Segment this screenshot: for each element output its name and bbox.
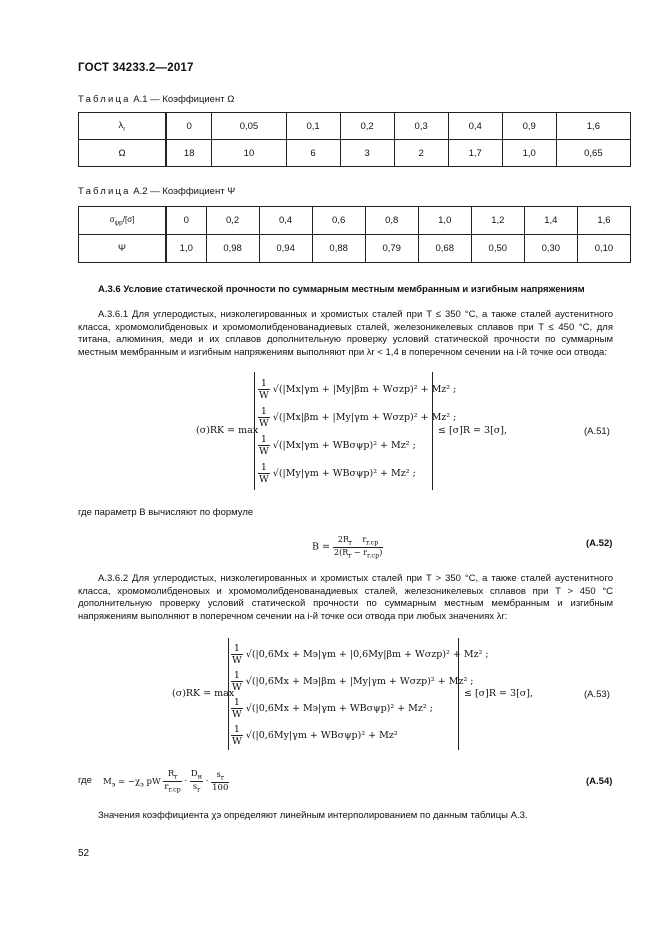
table-cell: 3 — [340, 140, 394, 167]
table-a2 — [78, 206, 631, 263]
eq1-rhs: ≤ [σ]R = 3[σ], — [438, 425, 507, 436]
table-cell: 1,0 — [502, 140, 556, 167]
eq3-term — [231, 643, 489, 666]
table-cell: 0,3 — [394, 113, 448, 140]
table-cell: 6 — [286, 140, 340, 167]
fraction-1-over-w: $\frac{1}{W}$ — [259, 406, 269, 429]
eq3-term-text: √(|0,6Mx + Mэ|γm + |0,6My|βm + Wσzp)² + Mz² ; — [245, 649, 489, 660]
eq2: B = $\frac{2R_r r_{r.cp}}{2(R_r - r_{r.cp})}$ — [312, 535, 383, 560]
eq3-brace-right — [458, 638, 459, 750]
eq1-term-text: √(|Mx|βm + |My|γm + Wσzp)² + Mz² ; — [272, 412, 457, 423]
table-a1-caption-prefix: Таблица — [78, 94, 131, 105]
table-cell: 18 — [166, 140, 212, 167]
table-cell: 0,50 — [471, 235, 524, 263]
table-cell: 1,2 — [471, 207, 524, 235]
eq2-number: (А.52) — [586, 538, 613, 549]
fraction-1-over-w: $\frac{1}{W}$ — [259, 462, 269, 485]
eq3-rhs: ≤ [σ]R = 3[σ], — [464, 688, 533, 699]
eq1-term — [258, 406, 456, 429]
eq4-fraction-r: $\frac{R_r}{r_{r.cp}}$ — [164, 769, 181, 794]
eq4-fraction-d: $\frac{D_н}{s_r}$ — [190, 769, 203, 794]
table-a1-row-label: Ω — [79, 140, 167, 167]
table-cell: 1,6 — [577, 207, 630, 235]
document-header: ГОСТ 34233.2—2017 — [78, 62, 194, 74]
table-cell: 0,30 — [524, 235, 577, 263]
table-a1 — [78, 112, 631, 167]
eq1-term-text: √(|Mx|γm + |My|βm + Wσzp)² + Mz² ; — [272, 384, 457, 395]
table-a2-caption-prefix: Таблица — [78, 186, 131, 197]
eq3-term — [231, 724, 398, 747]
eq4-number: (А.54) — [586, 776, 613, 787]
table-cell: 1,0 — [166, 235, 206, 263]
fraction-1-over-w: $\frac{1}{W}$ — [232, 724, 242, 747]
table-cell: 0 — [166, 113, 212, 140]
eq3-term-text: √(|0,6Mx + Mэ|γm + WBσψp)² + Mz² ; — [245, 703, 433, 714]
section-title: А.3.6 Условие статической прочности по суммарным местным мембранным и изгибным напряжениям — [98, 284, 585, 295]
table-cell: 1,0 — [418, 207, 471, 235]
table-cell: 0,68 — [418, 235, 471, 263]
table-cell: 0,8 — [365, 207, 418, 235]
eq3-term-text: √(|0,6My|γm + WBσψp)² + Mz² — [245, 730, 398, 741]
eq3-brace-left — [228, 638, 229, 750]
table-cell: 0,9 — [502, 113, 556, 140]
table-a2-caption-text: А.2 — Коэффициент Ψ — [133, 186, 236, 197]
table-cell: 0,2 — [206, 207, 259, 235]
where-b-text: где параметр B вычисляют по формуле — [78, 507, 254, 518]
eq4-prefix: где — [78, 775, 92, 786]
eq1-brace-left — [254, 372, 255, 490]
table-cell: 0,1 — [286, 113, 340, 140]
eq3-term — [231, 697, 433, 720]
table-cell: 10 — [212, 140, 286, 167]
fraction-1-over-w: $\frac{1}{W}$ — [259, 378, 269, 401]
table-cell: 1,4 — [524, 207, 577, 235]
table-a1-caption — [78, 94, 234, 105]
table-a2-row-label: Ψ — [79, 235, 167, 263]
eq4: $M_э = -\chi_э$ pW $\frac{R_r}{r_{r.cp}}$ · $\frac{D_н}{s_r}$ · $\frac{s_r}{100}$ — [103, 769, 229, 794]
table-a2-row-sigma — [79, 207, 631, 235]
eq1-brace-right — [432, 372, 433, 490]
table-a2-caption — [78, 186, 235, 197]
eq1-term-text: √(|My|γm + WBσψp)² + Mz² ; — [272, 468, 416, 479]
table-a1-row-omega — [79, 140, 631, 167]
page-number: 52 — [78, 848, 90, 859]
table-cell: 0,98 — [206, 235, 259, 263]
fraction-1-over-w: $\frac{1}{W}$ — [232, 697, 242, 720]
table-cell: 0,10 — [577, 235, 630, 263]
table-cell: 0,65 — [556, 140, 630, 167]
eq1-term — [258, 434, 416, 457]
eq3-number: (А.53) — [584, 689, 610, 700]
eq1-term — [258, 462, 416, 485]
table-cell: 0,4 — [448, 113, 502, 140]
table-cell: 0,05 — [212, 113, 286, 140]
table-cell: 0,4 — [259, 207, 312, 235]
paragraph-a361: А.3.6.1 Для углеродистых, низколегированных и хромистых сталей при T ≤ 350 °С, а также сталей аустенитного класса, хромомолибденовых и хромомолибденованадиевых сталей, железоникелевых сплавов при T ≤ 450 °С, для титана, алюминия, меди и их сплавов дополнительную проверку условий статической прочности по суммарным местным мембранным и изгибным напряжениям выполняют при λr < 1,4 в поперечном сечении на i-й точке оси отвода: — [78, 309, 613, 358]
eq1-lhs: (σ)RK = max — [196, 425, 259, 436]
eq1-term-text: √(|Mx|γm + WBσψp)² + Mz² ; — [272, 440, 416, 451]
paragraph-a362: А.3.6.2 Для углеродистых, низколегированных и хромистых сталей при T > 350 °С, а также сталей аустенитного класса, хромомолибденовых и хромомолибденованадиевых сталей, железоникелевых сплавов при T > 450 °С дополнительную проверку условий статической прочности по суммарным местным мембранным и изгибным напряжениям выполняют в поперечном сечении на i-й точке оси отвода при любых значениях λr: — [78, 573, 613, 622]
table-a1-caption-text: А.1 — Коэффициент Ω — [133, 94, 235, 105]
table-cell: 0,94 — [259, 235, 312, 263]
table-cell: 1,6 — [556, 113, 630, 140]
table-cell: 1,7 — [448, 140, 502, 167]
eq1-term — [258, 378, 456, 401]
table-cell: 0,2 — [340, 113, 394, 140]
paragraph-interpolation: Значения коэффициента χэ определяют линейным интерполированием по данным таблицы А.3. — [98, 810, 528, 821]
eq3-lhs: (σ)RK = max — [172, 688, 235, 699]
eq4-fraction-s: $\frac{s_r}{100}$ — [212, 769, 229, 793]
table-a2-row-psi — [79, 235, 631, 263]
table-cell: 0,6 — [312, 207, 365, 235]
eq3-term-text: √(|0,6Mx + Mэ|βm + |My|γm + Wσzp)² + Mz² ; — [245, 676, 474, 687]
table-a2-row-label: $\sigma_{\psi p}/[\sigma]$ — [79, 207, 167, 235]
table-cell: 0,79 — [365, 235, 418, 263]
eq1-number: (А.51) — [584, 426, 610, 437]
fraction-1-over-w: $\frac{1}{W}$ — [259, 434, 269, 457]
fraction-1-over-w: $\frac{1}{W}$ — [232, 643, 242, 666]
eq2-fraction: $\frac{2R_r r_{r.cp}}{2(R_r - r_{r.cp})}$ — [334, 535, 383, 560]
eq3-term — [231, 670, 474, 693]
table-cell: 2 — [394, 140, 448, 167]
table-cell: 0 — [166, 207, 206, 235]
fraction-1-over-w: $\frac{1}{W}$ — [232, 670, 242, 693]
table-cell: 0,88 — [312, 235, 365, 263]
table-a1-row-label: $\lambda_r$ — [79, 113, 167, 140]
table-a1-row-lambda — [79, 113, 631, 140]
